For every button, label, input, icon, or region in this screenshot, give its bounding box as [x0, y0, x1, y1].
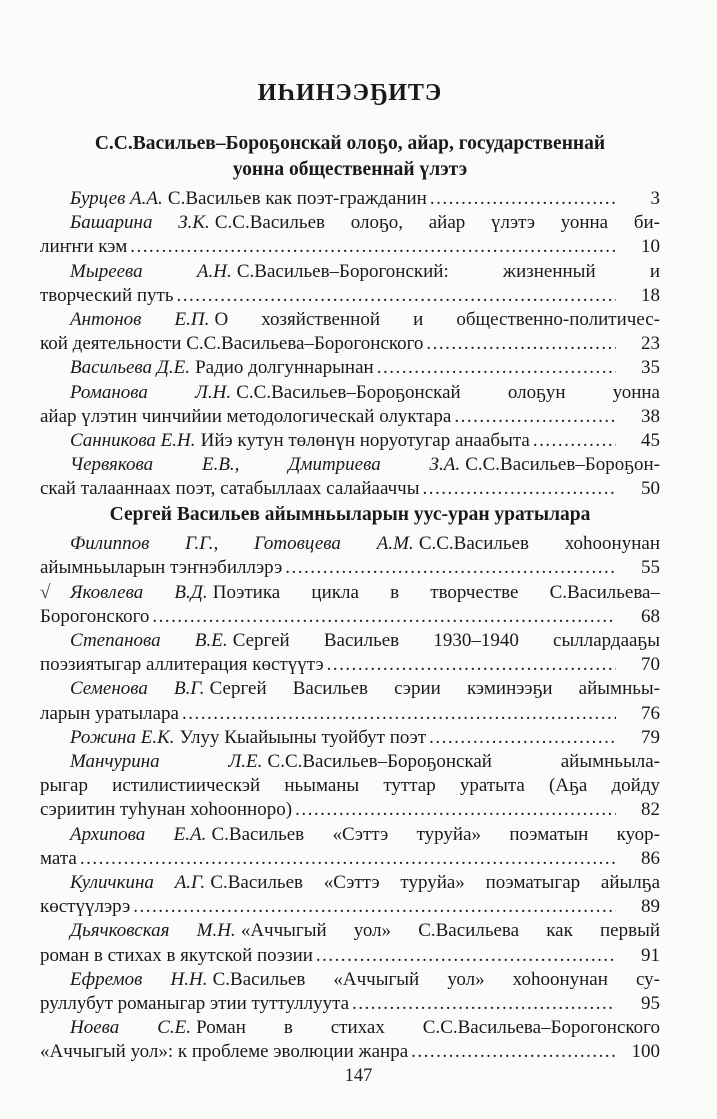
entry-text: кой деятельности С.С.Васильева–Борогонского	[40, 333, 424, 355]
toc-line	[40, 944, 660, 968]
entry-authors: Васильева Д.Е.	[70, 357, 190, 379]
entry-text: «Аччыгый уол» С.Васильева как первый	[240, 920, 660, 942]
entry-text: Сергей Васильев 1930–1940 сыллардааҕы	[232, 629, 660, 651]
entry-authors: Манчурина Л.Е.	[70, 750, 263, 772]
toc-line	[40, 211, 660, 235]
toc-line	[40, 187, 660, 211]
entry-page-number: 100	[631, 1041, 660, 1063]
entry-page-number: 82	[641, 799, 660, 821]
toc-line	[40, 871, 660, 895]
toc-section	[40, 502, 660, 1065]
toc-line	[40, 726, 660, 750]
entry-text: Улуу Кыайыыны туойбут поэт	[179, 726, 427, 748]
dot-leader	[377, 356, 616, 380]
entry-text: скай талааннаах поэт, сатабыллаах салайааччы	[40, 478, 420, 500]
toc-line	[40, 235, 660, 259]
entry-text: Поэтика цикла в творчестве С.Васильева–	[212, 581, 660, 603]
entry-authors: Степанова В.Е.	[70, 629, 228, 651]
entry-page-number: 89	[641, 896, 660, 918]
entry-text: О хозяйственной и общественно-политичес-	[214, 309, 660, 331]
toc-line	[40, 895, 660, 919]
entry-page-number: 79	[641, 726, 660, 748]
entry-page-number: 95	[641, 993, 660, 1014]
entry-page-number: 38	[641, 405, 660, 427]
toc-line	[40, 774, 660, 798]
dot-leader	[177, 284, 616, 308]
toc-line	[40, 798, 660, 822]
entry-authors: Ноева С.Е.	[70, 1017, 192, 1039]
entry-text: С.Васильев–Борогонский: жизненный и	[236, 260, 660, 282]
entry-text: Роман в стихах С.С.Васильева–Борогонского	[196, 1017, 660, 1039]
entry-text: руллубут романыгар этии туттуллуута	[40, 993, 350, 1014]
entry-page-number: 18	[641, 284, 660, 306]
entry-text: көстүүлэрэ	[40, 896, 131, 918]
entry-text: Радио долгуннарынан	[195, 357, 374, 379]
entry-text: «Аччыгый уол»: к проблеме эволюции жанра	[40, 1041, 409, 1063]
entry-text: мата	[40, 847, 77, 869]
entry-authors: Санникова Е.Н.	[70, 430, 196, 452]
entry-text: С.С.Васильев–Бороҕон-	[465, 454, 660, 476]
toc-line	[40, 847, 660, 871]
toc-line	[40, 702, 660, 726]
entry-authors: Бурцев А.А.	[70, 188, 163, 209]
dot-leader	[352, 992, 616, 1016]
entry-page-number: 50	[641, 478, 660, 500]
entry-text: айымньыларын тэҥнэбиллэрэ	[40, 557, 283, 579]
toc-line	[40, 581, 660, 605]
entry-authors: Ефремов Н.Н.	[70, 968, 208, 990]
entry-text: рыгар истилистиическэй ньыманы туттар уратыта (Аҕа дойду	[40, 775, 660, 797]
toc-line	[40, 308, 660, 332]
section-heading-line: уонна общественнай үлэтэ	[232, 158, 468, 180]
entry-page-number: 10	[641, 236, 660, 258]
toc-line	[40, 1040, 660, 1064]
entry-authors: Рожина Е.К.	[70, 726, 175, 748]
entry-text: творческий путь	[40, 284, 174, 306]
dot-leader	[426, 332, 616, 356]
entry-authors: Червякова Е.В., Дмитриева З.А.	[70, 454, 461, 476]
dot-leader	[133, 895, 616, 919]
dot-leader	[295, 798, 616, 822]
section-heading-line: С.С.Васильев–Бороҕонскай олоҕо, айар, государственнай	[94, 133, 606, 154]
dot-leader	[430, 187, 616, 211]
dot-leader	[316, 944, 616, 968]
dot-leader	[423, 477, 616, 501]
toc-line	[40, 677, 660, 701]
entry-page-number: 68	[641, 605, 660, 627]
page-title: ИҺИНЭЭҔИТЭ	[257, 80, 443, 106]
dot-leader	[130, 235, 616, 259]
dot-leader	[80, 847, 616, 871]
dot-leader	[152, 605, 616, 629]
entry-authors: Романова Л.Н.	[70, 381, 232, 403]
toc-sections	[40, 131, 660, 1065]
entry-authors: Архипова Е.А.	[70, 823, 207, 845]
entry-text: С.С.Васильев олоҕо, айар үлэтэ уонна би-	[214, 212, 661, 234]
toc-line	[40, 556, 660, 580]
toc-line	[40, 1016, 660, 1040]
section-heading-line: Сергей Васильев айымньыларын уус-уран уратылара	[109, 503, 591, 525]
entry-text: С.С.Васильев хоһоонунан	[418, 533, 660, 555]
toc-line	[40, 919, 660, 943]
entry-text: лиҥҥи кэм	[40, 236, 128, 258]
entry-page-number: 76	[641, 702, 660, 724]
dot-leader	[429, 726, 616, 750]
entry-authors: Антонов Е.П.	[70, 309, 210, 331]
toc-line	[40, 332, 660, 356]
entry-page-number: 55	[641, 557, 660, 579]
toc-line	[40, 532, 660, 556]
toc-line	[40, 453, 660, 477]
entry-authors: Башарина З.К.	[70, 212, 210, 234]
entry-page-number: 45	[641, 430, 660, 452]
entry-text: С.Васильев «Сэттэ туруйа» поэматын куор-	[211, 823, 660, 845]
entry-page-number: 3	[650, 188, 660, 209]
entry-text: сэриитин туһунан хоһоонноро)	[40, 799, 293, 821]
toc-section	[40, 131, 660, 502]
entry-authors: Дьячковская М.Н.	[70, 920, 236, 942]
check-mark: √	[40, 581, 51, 603]
dot-leader	[533, 429, 616, 453]
entry-page-number: 91	[641, 944, 660, 966]
entry-text: айар үлэтин чинчийии методологическай олуктара	[40, 405, 452, 427]
entry-text: ларын уратылара	[40, 702, 179, 724]
dot-leader	[411, 1040, 616, 1064]
toc-line	[40, 968, 660, 992]
toc-line	[40, 260, 660, 284]
entry-authors: Семенова В.Г.	[70, 678, 205, 700]
entry-page-number: 86	[641, 847, 660, 869]
dot-leader	[454, 405, 616, 429]
toc-line	[40, 823, 660, 847]
entry-text: С.Васильев «Аччыгый уол» хоһоонунан су-	[212, 968, 660, 990]
toc-line	[40, 477, 660, 501]
section-heading	[40, 502, 660, 528]
entry-text: поэзиятыгар аллитерация көстүүтэ	[40, 654, 324, 676]
toc-line	[40, 284, 660, 308]
entry-authors: Филиппов Г.Г., Готовцева А.М.	[70, 533, 414, 555]
entry-text: С.С.Васильев–Бороҕонскай олоҕун уонна	[236, 381, 660, 403]
entry-text: Борогонского	[40, 605, 150, 627]
entry-authors: Куличкина А.Г.	[70, 871, 206, 893]
dot-leader	[327, 653, 616, 677]
entry-text: С.Васильев как поэт-гражданин	[167, 188, 427, 209]
section-heading	[40, 131, 660, 182]
entry-page-number: 35	[641, 357, 660, 379]
entry-text: С.Васильев «Сэттэ туруйа» поэматыгар айылҕа	[210, 871, 661, 893]
entry-page-number: 23	[641, 333, 660, 355]
toc-line	[40, 992, 660, 1016]
entry-authors: Мыреева А.Н.	[70, 260, 232, 282]
dot-leader	[182, 702, 616, 726]
entry-text: роман в стихах в якутской поэзии	[40, 944, 313, 966]
entry-authors: Яковлева В.Д.	[70, 581, 208, 603]
toc-line	[40, 605, 660, 629]
toc-line	[40, 750, 660, 774]
toc-line	[40, 405, 660, 429]
entry-text: С.С.Васильев–Бороҕонскай айымньыла-	[267, 750, 660, 772]
toc-line	[40, 629, 660, 653]
toc-line	[40, 429, 660, 453]
entry-text: Ийэ кутун төлөнүн норуотугар анаабыта	[200, 430, 530, 452]
page-number-footer: 147	[344, 1066, 373, 1086]
entry-page-number: 70	[641, 654, 660, 676]
dot-leader	[285, 556, 616, 580]
toc-line	[40, 356, 660, 380]
toc-line	[40, 653, 660, 677]
toc-line	[40, 381, 660, 405]
entry-text: Сергей Васильев сэрии кэминээҕи айымньы-	[209, 678, 660, 700]
